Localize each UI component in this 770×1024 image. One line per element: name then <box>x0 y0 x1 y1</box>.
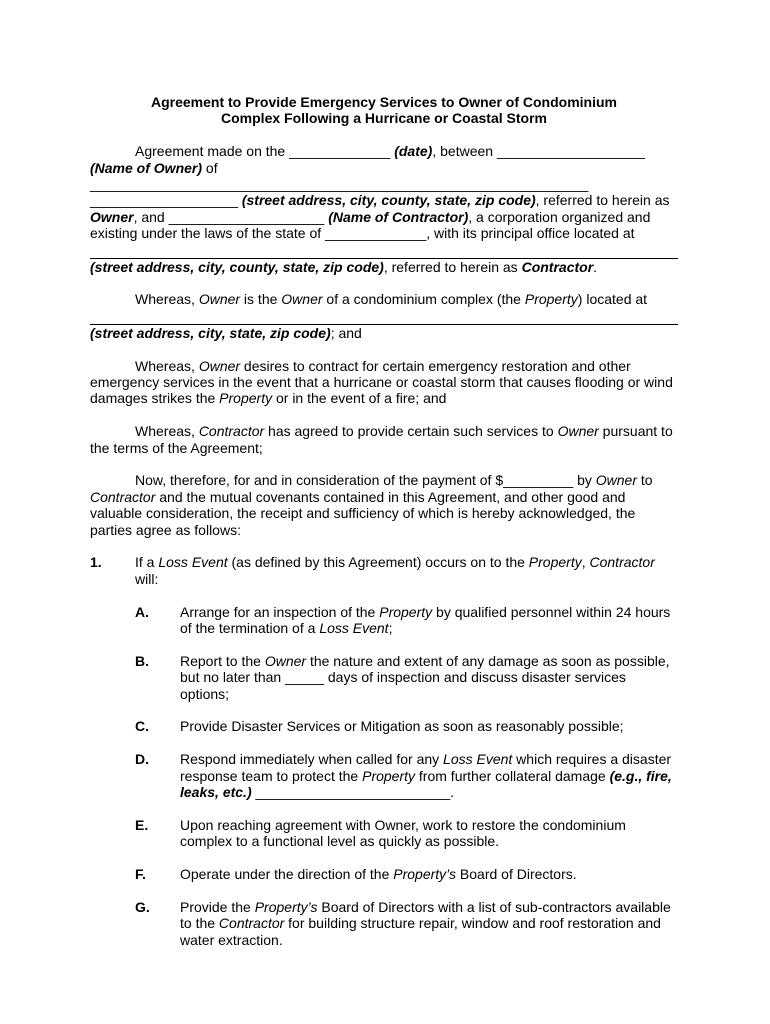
owner-term: Owner <box>281 291 323 308</box>
item-text: by qualified personnel within 24 hours of the termination of a <box>180 603 671 637</box>
item-text: ; <box>388 620 393 637</box>
contractor-term: Contractor <box>90 488 156 505</box>
loss-event-term: Loss Event <box>443 751 513 768</box>
owner-term: Owner <box>557 423 599 440</box>
property-address-placeholder: (street address, city, state, zip code) <box>90 324 331 341</box>
paragraph-text: Now, therefore, for and in consideration of the payment of $_________ by <box>135 472 596 489</box>
paragraph-text: and the mutual covenants contained in this Agreement, and other good and valuable consideration, the receipt and sufficiency of which is hereby acknowledged, the parties agree as follows: <box>90 488 636 538</box>
item-text: Upon reaching agreement with Owner, work to restore the condominium complex to a functional level as quickly as possible. <box>180 816 626 850</box>
item-text: the nature and extent of any damage as soon as possible, but no later than _____ days of inspection and discuss disaster services options; <box>180 652 670 702</box>
consideration-paragraph <box>90 472 678 538</box>
title-line-2: Complex Following a Hurricane or Coastal Storm <box>221 110 547 127</box>
contractor-term: Contractor <box>218 915 285 932</box>
owner-term: Owner <box>90 208 134 225</box>
paragraph-text: Whereas, <box>135 423 199 440</box>
property-term: Property’s <box>393 866 457 883</box>
contractor-term: Contractor <box>198 423 265 440</box>
item-text: for building structure repair, window and roof restoration and water extraction. <box>180 915 661 948</box>
property-term: Property <box>528 554 582 571</box>
blank-line <box>90 242 678 259</box>
item-text: Arrange for an inspection of the <box>180 603 380 620</box>
item-letter: F. <box>135 866 146 883</box>
item-text: Report to the <box>180 652 265 669</box>
paragraph-text: Whereas, <box>135 291 199 308</box>
paragraph-text: desires to contract for certain emergency restoration and other emergency services in the event that a hurricane or coastal storm that causes flooding or wind damages strikes the <box>90 357 673 407</box>
owner-address-placeholder: (street address, city, county, state, zip code) <box>241 192 536 209</box>
document-title <box>90 94 678 127</box>
whereas-paragraph-2 <box>90 358 678 407</box>
paragraph-text: to <box>636 472 653 489</box>
loss-event-term: Loss Event <box>319 620 389 637</box>
title-line-1: Agreement to Provide Emergency Services to Owner of Condominium <box>151 94 617 110</box>
item-letter: E. <box>135 816 149 833</box>
property-term: Property <box>219 390 273 407</box>
item-text: Respond immediately when called for any <box>180 751 444 768</box>
item-text: _________________________. <box>251 784 455 801</box>
item-letter: B. <box>135 652 149 669</box>
item-letter: A. <box>135 603 149 620</box>
item-text: from further collateral damage <box>415 767 610 784</box>
intro-text: , and ____________________ <box>133 208 329 225</box>
property-term: Property <box>524 291 578 308</box>
paragraph-text: pursuant to the terms of the Agreement; <box>90 423 673 456</box>
intro-text: . <box>593 258 598 275</box>
intro-text: of ________________________________________________________________ ___________________ <box>90 159 589 209</box>
owner-term: Owner <box>264 652 307 669</box>
sub-item-b <box>90 653 678 702</box>
item-text: Provide Disaster Services or Mitigation as soon as reasonably possible; <box>180 718 624 735</box>
whereas-paragraph-1 <box>90 291 678 307</box>
intro-text: Agreement made on the _____________ <box>135 143 395 160</box>
item-letter: C. <box>135 718 149 735</box>
owner-term: Owner <box>595 472 637 489</box>
whereas-paragraph-3 <box>90 423 678 456</box>
item-letter: D. <box>135 751 149 768</box>
paragraph-text: or in the event of a fire; and <box>272 390 447 407</box>
whereas-paragraph-1-end <box>90 325 678 341</box>
loss-event-term: Loss Event <box>158 554 228 571</box>
item-text: If a <box>135 554 159 571</box>
paragraph-text: ; and <box>330 324 362 341</box>
intro-paragraph <box>90 143 678 241</box>
item-text: Operate under the direction of the <box>180 866 394 883</box>
date-placeholder: (date) <box>394 143 433 160</box>
item-text: Provide the <box>180 898 255 915</box>
owner-term: Owner <box>198 291 241 308</box>
contractor-term: Contractor <box>589 554 655 571</box>
owner-term: Owner <box>198 357 241 374</box>
sub-item-f <box>90 866 678 882</box>
property-term: Property <box>379 603 433 620</box>
intro-text: , referred to herein as <box>535 192 670 209</box>
sub-item-g <box>90 899 678 948</box>
sub-item-e <box>90 817 678 850</box>
blank-line <box>90 308 678 325</box>
item-number: 1. <box>90 554 102 571</box>
item-letter: G. <box>135 898 150 915</box>
sub-item-d <box>90 751 678 800</box>
intro-text: , referred to herein as <box>383 258 522 275</box>
intro-text: , between ___________________ <box>432 143 645 160</box>
contractor-name-placeholder: (Name of Contractor) <box>328 208 469 225</box>
paragraph-text: ) located at <box>577 291 648 308</box>
item-text: Board of Directors. <box>456 866 577 883</box>
item-text: will: <box>135 570 159 587</box>
contractor-address-placeholder: (street address, city, county, state, zip code) <box>90 258 384 275</box>
property-term: Property’s <box>254 898 318 915</box>
sub-item-a <box>90 604 678 637</box>
sub-item-c <box>90 718 678 734</box>
item-text: (as defined by this Agreement) occurs on to the <box>227 554 529 571</box>
paragraph-text: of a condominium complex (the <box>322 291 525 308</box>
property-term: Property <box>362 767 416 784</box>
paragraph-text: Whereas, <box>135 357 199 374</box>
item-text: which requires a disaster response team to protect the <box>180 751 672 784</box>
examples-placeholder: (e.g., fire, leaks, etc.) <box>180 767 672 801</box>
paragraph-text: has agreed to provide certain such services to <box>264 423 558 440</box>
document-page <box>90 94 678 948</box>
numbered-item-1 <box>90 554 678 587</box>
paragraph-text: is the <box>240 291 282 308</box>
intro-paragraph-end <box>90 259 678 275</box>
item-text: , <box>581 554 590 571</box>
owner-name-placeholder: (Name of Owner) <box>90 159 203 176</box>
intro-text: , a corporation organized and existing under the laws of the state of _____________, with its principal office located at <box>90 208 651 242</box>
item-text: Board of Directors with a list of sub-contractors available to the <box>180 898 671 932</box>
contractor-term: Contractor <box>521 258 594 275</box>
